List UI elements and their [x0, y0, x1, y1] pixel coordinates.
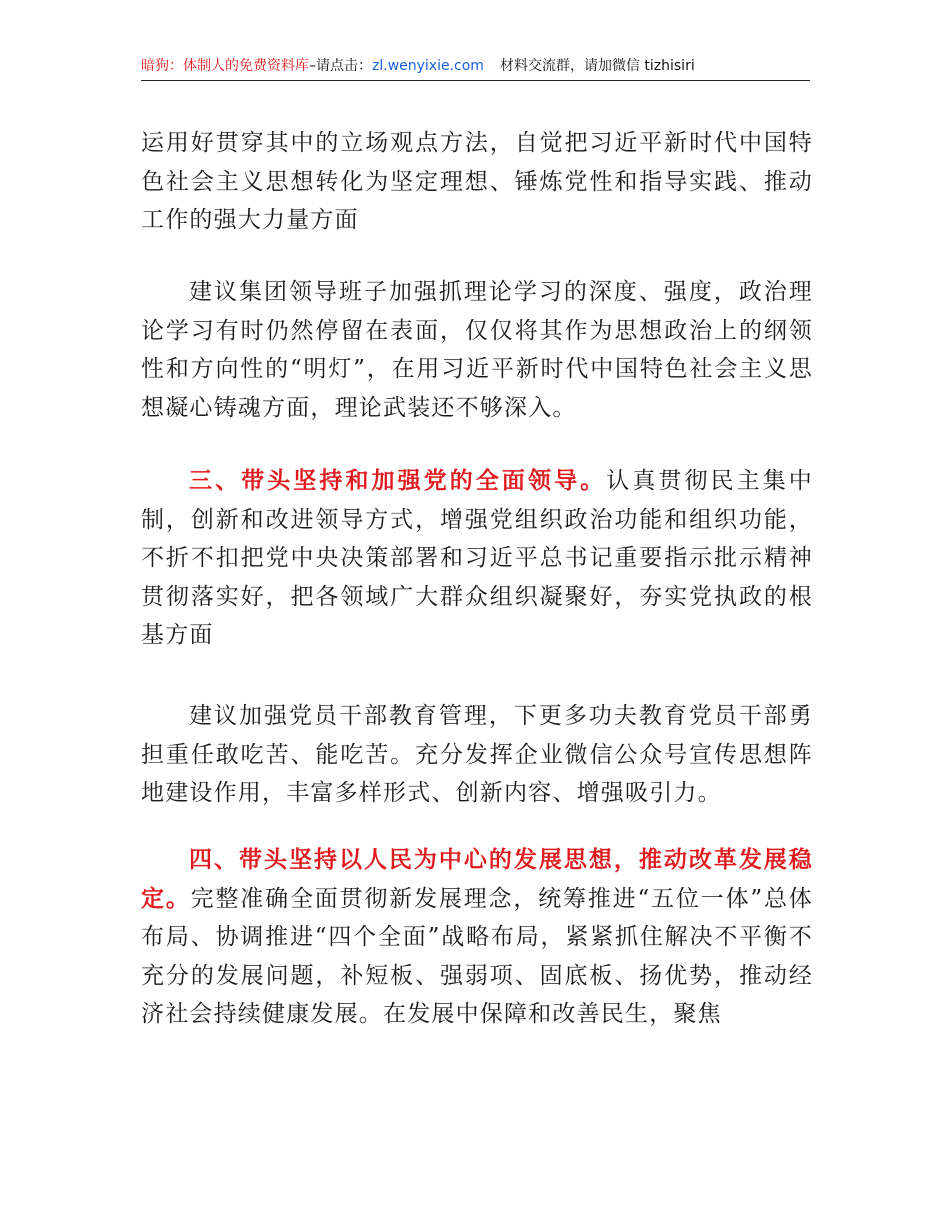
paragraph-5-text: 完整准确全面贯彻新发展理念，统筹推进“五位一体”总体布局、协调推进“四个全面”战略布局，紧紧抓住解决不平衡不充分的发展问题，补短板、强弱项、固底板、扬优势，推动经济社会持续健康发展。在发展中保障和改善民生，聚焦 [141, 885, 813, 1027]
paragraph-3-text: 认真贯彻民主集中制，创新和改进领导方式，增强党组织政治功能和组织功能，不折不扣把党中央决策部署和习近平总书记重要指示批示精神贯彻落实好，把各领域广大群众组织凝聚好，夯实党执政的根基方面 [141, 468, 813, 648]
section-heading-4: 四、带头坚持以人民为中心的发展思想，推动改革发展稳定。 [141, 847, 813, 912]
paragraph-5 [141, 841, 813, 1034]
header-brand: 暗狗：体制人的免费资料库 [141, 58, 309, 74]
paragraph-2: 建议集团领导班子加强抓理论学习的深度、强度，政治理论学习有时仍然停留在表面，仅仅将其作为思想政治上的纲领性和方向性的“明灯”，在用习近平新时代中国特色社会主义思想凝心铸魂方面，理论武装还不够深入。 [141, 279, 813, 421]
header-prompt: –请点击： [309, 58, 372, 74]
paragraph-3-block [141, 462, 813, 655]
page-header [141, 52, 810, 82]
header-contact: 材料交流群，请加微信 tizhisiri [499, 58, 695, 74]
section-heading-3: 三、带头坚持和加强党的全面领导。 [189, 468, 607, 494]
header-divider [141, 80, 810, 81]
header-link[interactable]: zl.wenyixie.com [372, 58, 484, 74]
paragraph-3 [141, 462, 813, 655]
paragraph-1-block [141, 124, 813, 240]
paragraph-1: 运用好贯穿其中的立场观点方法，自觉把习近平新时代中国特色社会主义思想转化为坚定理想、锤炼党性和指导实践、推动工作的强大力量方面 [141, 130, 813, 233]
paragraph-5-block [141, 841, 813, 1034]
header-line [141, 52, 810, 80]
paragraph-4: 建议加强党员干部教育管理，下更多功夫教育党员干部勇担重任敢吃苦、能吃苦。充分发挥企业微信公众号宣传思想阵地建设作用，丰富多样形式、创新内容、增强吸引力。 [141, 703, 813, 806]
paragraph-4-block [141, 697, 813, 813]
paragraph-2-block [141, 273, 813, 427]
